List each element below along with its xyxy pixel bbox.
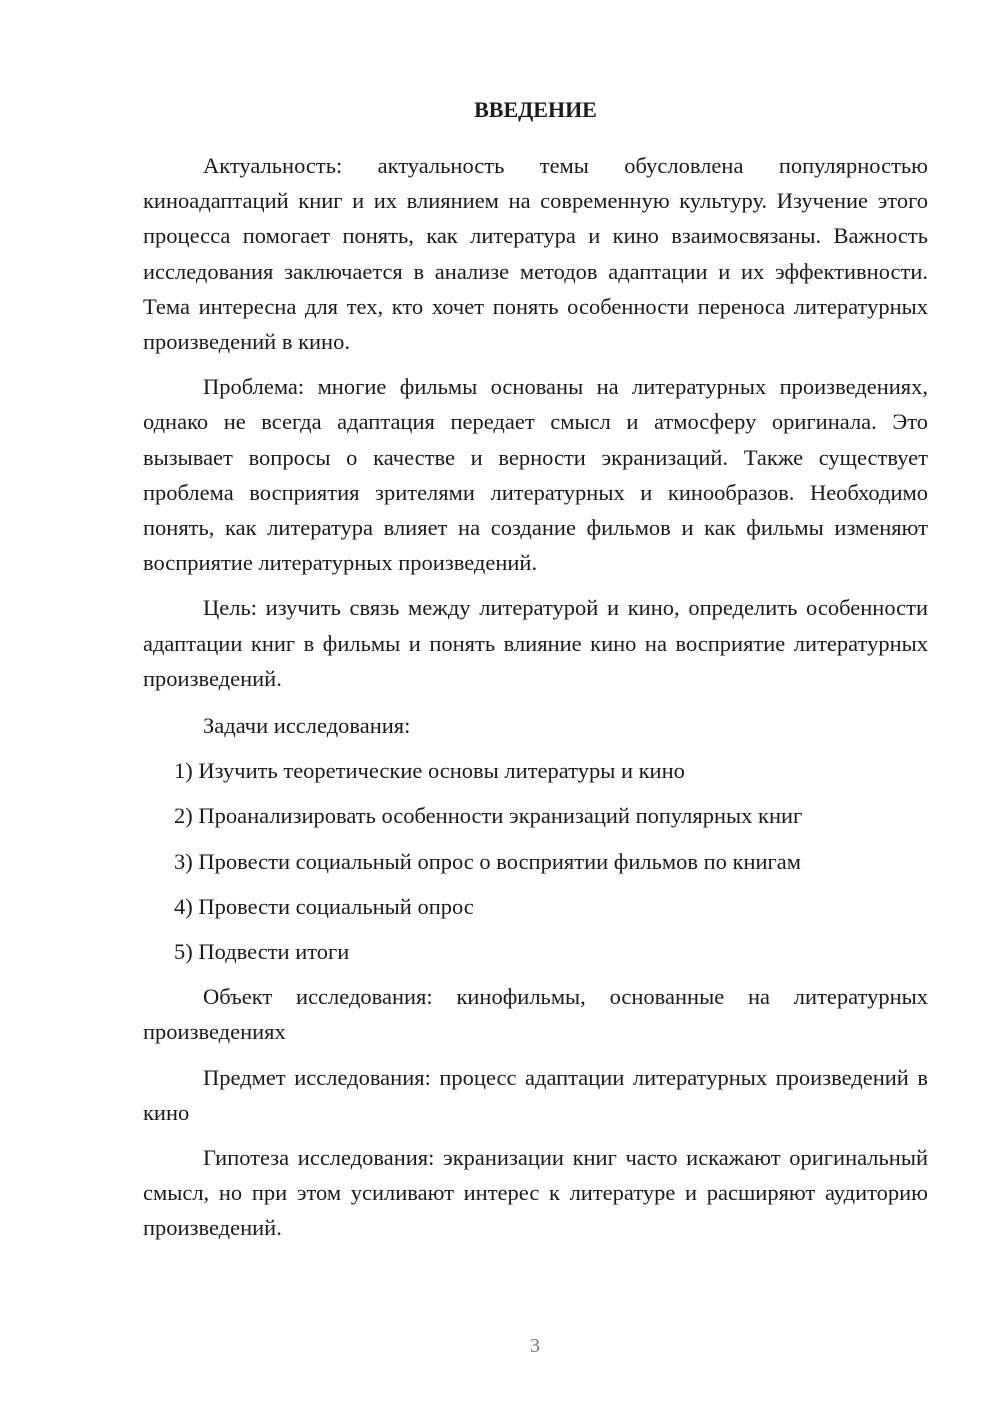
document-page	[143, 92, 928, 1256]
paragraph-problem: Проблема: многие фильмы основаны на литературных произведениях, однако не всегда адаптация передает смысл и атмосферу оригинала. Это вызывает вопросы о качестве и верности экранизаций. Также существует проблема восприятия зрителями литературных и кинообразов. Необходимо понять, как литература влияет на создание фильмов и как фильмы изменяют восприятие литературных произведений.	[143, 374, 928, 576]
paragraph-goal: Цель: изучить связь между литературой и кино, определить особенности адаптации книг в фильмы и понять влияние кино на восприятие литературных произведений.	[143, 595, 928, 691]
paragraph-hypothesis: Гипотеза исследования: экранизации книг часто искажают оригинальный смысл, но при этом усиливают интерес к литературе и расширяют аудиторию произведений.	[143, 1145, 928, 1241]
tasks-heading: Задачи исследования:	[203, 713, 411, 739]
task-item: 2) Проанализировать особенности экранизаций популярных книг	[174, 803, 803, 829]
task-item: 4) Провести социальный опрос	[174, 893, 474, 919]
paragraph-object: Объект исследования: кинофильмы, основанные на литературных произведениях	[143, 984, 928, 1045]
section-title: ВВЕДЕНИЕ	[474, 97, 597, 122]
task-item: 5) Подвести итоги	[174, 939, 350, 965]
task-item: 3) Провести социальный опрос о восприятии фильмов по книгам	[174, 848, 802, 874]
task-list	[143, 753, 928, 969]
paragraph-subject: Предмет исследования: процесс адаптации литературных произведений в кино	[143, 1064, 928, 1125]
task-item: 1) Изучить теоретические основы литературы и кино	[174, 758, 685, 784]
page-number: 3	[530, 1335, 540, 1357]
paragraph-relevance: Актуальность: актуальность темы обусловлена популярностью киноадаптаций книг и их влиянием на современную культуру. Изучение этого процесса помогает понять, как литература и кино взаимосвязаны. Важность исследования заключается в анализе методов адаптации и их эффективности. Тема интересна для тех, кто хочет понять особенности переноса литературных произведений в кино.	[143, 153, 928, 355]
